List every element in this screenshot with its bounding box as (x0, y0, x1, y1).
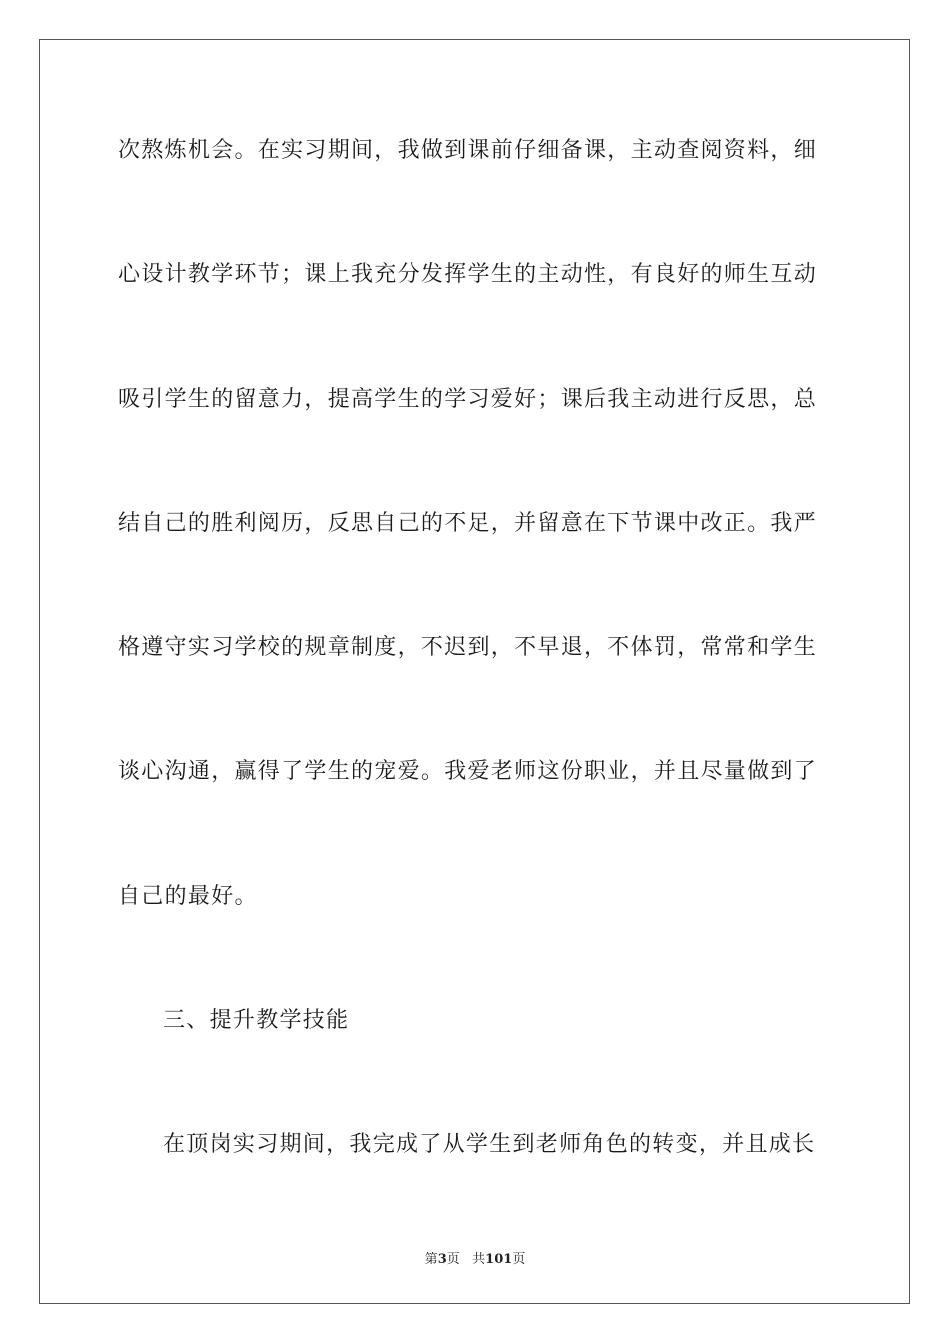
page-label-prefix: 第 (424, 1252, 438, 1267)
body-text-line-4: 结自己的胜利阅历，反思自己的不足，并留意在下节课中改正。我严 (118, 511, 818, 536)
body-text-line-2: 心设计教学环节；课上我充分发挥学生的主动性，有良好的师生互动 (118, 262, 818, 287)
total-pages: 101 (485, 1252, 513, 1267)
page-label-suffix: 页 (446, 1252, 460, 1267)
body-text-line-6: 谈心沟通，赢得了学生的宠爱。我爱老师这份职业，并且尽量做到了 (118, 759, 818, 784)
body-text-line-1: 次熬炼机会。在实习期间，我做到课前仔细备课，主动查阅资料，细 (118, 138, 818, 163)
body-text-line-7: 自己的最好。 (118, 884, 258, 909)
page-border (39, 39, 910, 1304)
page-number: 3 (437, 1252, 447, 1267)
section-heading: 三、提升教学技能 (163, 1008, 350, 1033)
page-footer (0, 1248, 950, 1267)
total-label-suffix: 页 (512, 1252, 526, 1267)
body-text-line-3: 吸引学生的留意力，提高学生的学习爱好；课后我主动进行反思，总 (118, 387, 818, 412)
paragraph-first-line: 在顶岗实习期间，我完成了从学生到老师角色的转变，并且成长 (163, 1132, 816, 1157)
body-text-line-5: 格遵守实习学校的规章制度，不迟到，不早退，不体罚，常常和学生 (118, 635, 818, 660)
total-label-prefix: 共 (472, 1252, 486, 1267)
